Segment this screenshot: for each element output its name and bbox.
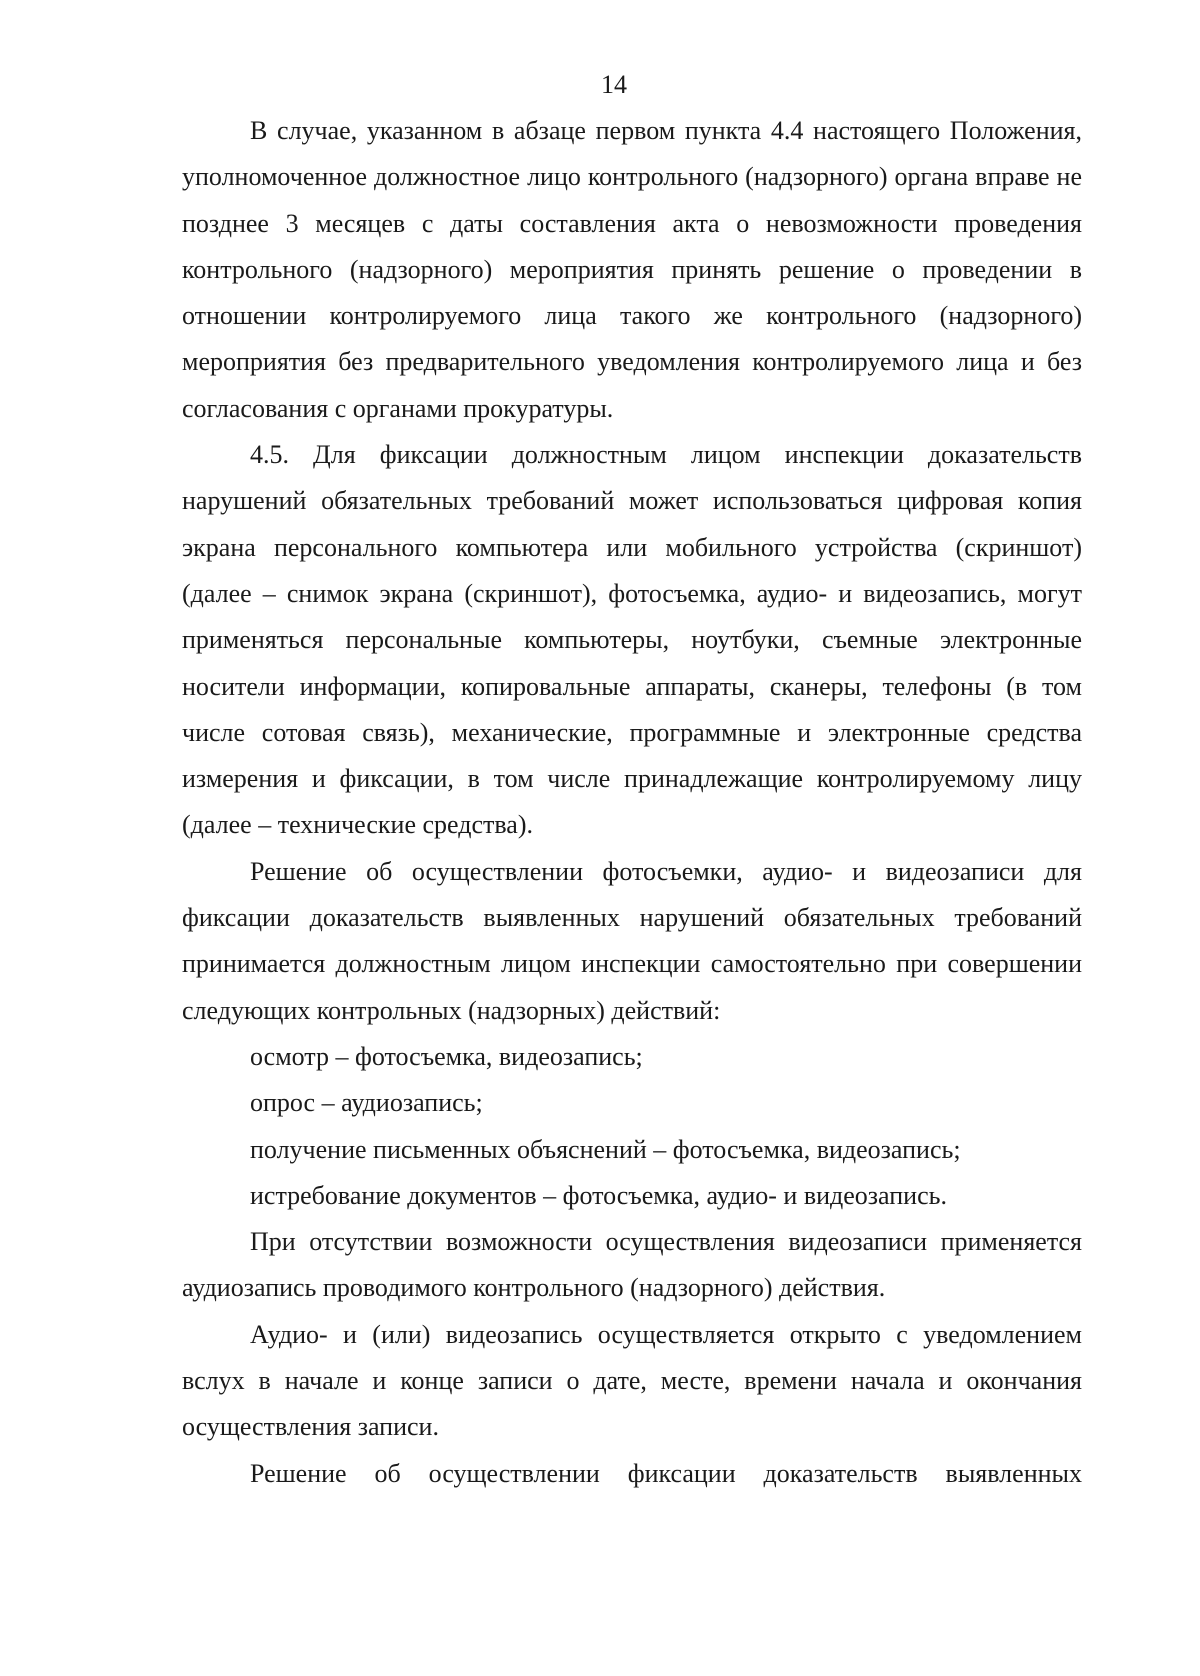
- paragraph-4-5-evidence-fixation: 4.5. Для фиксации должностным лицом инспекции доказательств нарушений обязательных требований может использоваться цифровая копия экрана персонального компьютера или мобильного устройства (скриншот) (далее – снимок экрана (скриншот), фотосъемка, аудио- и видеозапись, могут применяться персональные компьютеры, ноутбуки, съемные электронные носители информации, копировальные аппараты, сканеры, телефоны (в том числе сотовая связь), механические, программные и электронные средства измерения и фиксации, в том числе принадлежащие контролируемому лицу (далее – технические средства).: [182, 440, 1082, 840]
- paragraph-inspection-decision: В случае, указанном в абзаце первом пункта 4.4 настоящего Положения, уполномоченное должностное лицо контрольного (надзорного) органа вправе не позднее 3 месяцев с даты составления акта о невозможности проведения контрольного (надзорного) мероприятия принять решение о проведении в отношении контролируемого лица такого же контрольного (надзорного) мероприятия без предварительного уведомления контролируемого лица и без согласования с органами прокуратуры.: [182, 116, 1082, 423]
- paragraph-fixation-decision-start: Решение об осуществлении фиксации доказательств выявленных: [250, 1458, 1082, 1488]
- page-number: 14: [601, 70, 627, 99]
- paragraph-recording-decision: Решение об осуществлении фотосъемки, аудио- и видеозаписи для фиксации доказательств выявленных нарушений обязательных требований принимается должностным лицом инспекции самостоятельно при совершении следующих контрольных (надзорных) действий:: [182, 856, 1082, 1025]
- list-item-survey: опрос – аудиозапись;: [250, 1088, 483, 1118]
- list-item-written-explanations: получение письменных объяснений – фотосъемка, видеозапись;: [250, 1134, 961, 1164]
- document-body: [182, 108, 1082, 1497]
- list-item-document-request: истребование документов – фотосъемка, аудио- и видеозапись.: [250, 1180, 947, 1210]
- paragraph-no-video-possibility: При отсутствии возможности осуществления видеозаписи применяется аудиозапись проводимого контрольного (надзорного) действия.: [182, 1227, 1082, 1303]
- paragraph-open-recording: Аудио- и (или) видеозапись осуществляется открыто с уведомлением вслух в начале и конце записи о дате, месте, времени начала и окончания осуществления записи.: [182, 1319, 1082, 1442]
- list-item-inspection: осмотр – фотосъемка, видеозапись;: [250, 1041, 643, 1071]
